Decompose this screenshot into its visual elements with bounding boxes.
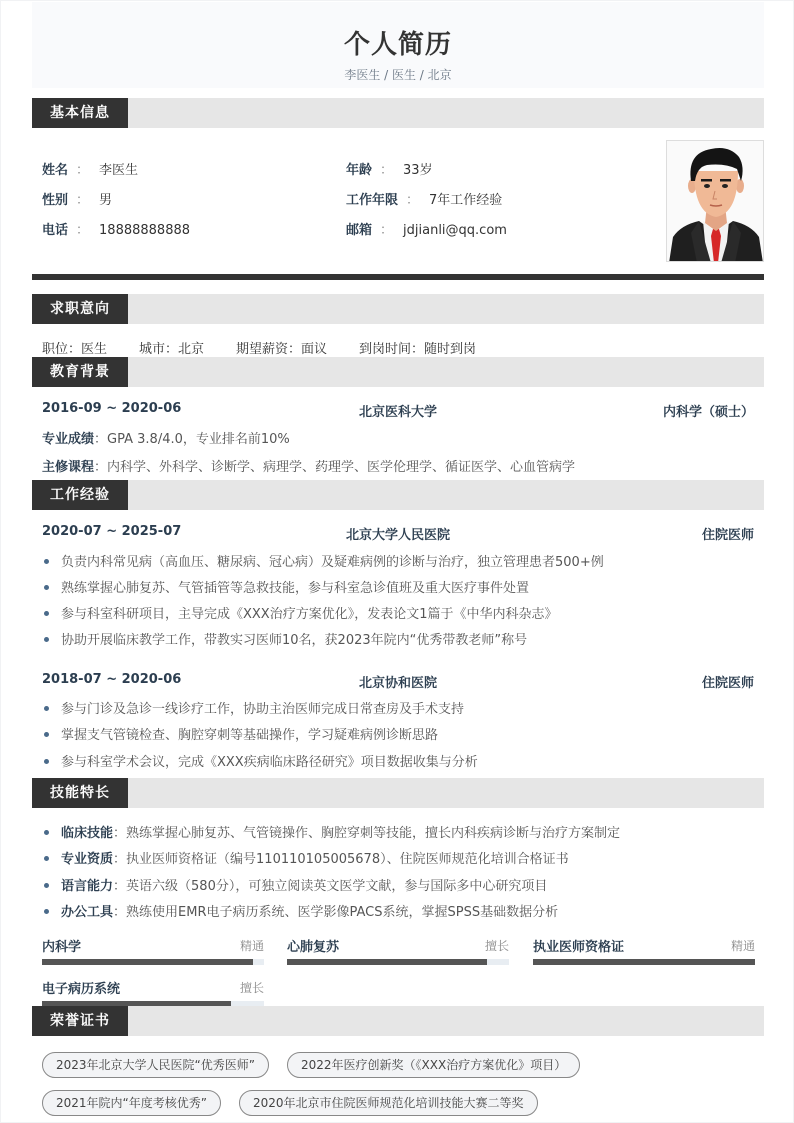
work-period: 2020-07 ~ 2025-07 (42, 524, 182, 539)
section-honors (32, 1006, 764, 1036)
education-entry-header (42, 401, 754, 419)
section-education (32, 357, 764, 387)
divider (32, 274, 764, 280)
section-title: 工作经验 (32, 480, 128, 510)
bullet-icon (44, 732, 49, 737)
intent-start: 到岗时间：随时到岗 (359, 342, 477, 357)
list-item: 参与科室科研项目，主导完成《XXX治疗方案优化》，发表论文1篇于《中华内科杂志》 (42, 603, 558, 622)
field-name: 姓名 ： 李医生 (42, 163, 139, 178)
education-major: 内科学（硕士） (662, 405, 754, 420)
list-item: 负责内科常见病（高血压、糖尿病、冠心病）及疑难病例的诊断与治疗，独立管理患者500+例 (42, 551, 604, 570)
skill-item: 临床技能：熟练掌握心肺复苏、气管镜操作、胸腔穿刺等技能，擅长内科疾病诊断与治疗方案制定 (42, 822, 620, 841)
section-basic-info (32, 98, 764, 128)
field-work-years: 工作年限 ： 7年工作经验 (346, 193, 503, 208)
skill-bar: 心肺复苏 擅长 (287, 936, 509, 972)
section-skills (32, 778, 764, 808)
section-work-experience (32, 480, 764, 510)
avatar-photo (666, 140, 764, 262)
bullet-icon (44, 830, 49, 835)
progress-fill (533, 959, 755, 965)
list-item: 掌握支气管镜检查、胸腔穿刺等基础操作，学习疑难病例诊断思路 (42, 724, 438, 743)
list-item: 熟练掌握心肺复苏、气管插管等急救技能，参与科室急诊值班及重大医疗事件处置 (42, 577, 529, 596)
bullet-icon (44, 909, 49, 914)
work-role: 住院医师 (701, 528, 754, 543)
intent-salary: 期望薪资：面议 (236, 342, 328, 357)
progress-fill (287, 959, 487, 965)
work-role: 住院医师 (701, 676, 754, 691)
bullet-icon (44, 856, 49, 861)
honor-tag: 2023年北京大学人民医院“优秀医师” (42, 1052, 269, 1078)
progress-track (42, 959, 264, 965)
section-title: 基本信息 (32, 98, 128, 128)
bullet-icon (44, 637, 49, 642)
skill-bar: 内科学 精通 (42, 936, 264, 972)
honor-tag: 2021年院内“年度考核优秀” (42, 1090, 221, 1116)
field-gender: 性别 ： 男 (42, 193, 113, 208)
field-phone: 电话 ： 18888888888 (42, 223, 191, 238)
bullet-icon (44, 706, 49, 711)
work-period: 2018-07 ~ 2020-06 (42, 672, 182, 687)
bullet-icon (44, 759, 49, 764)
bullet-icon (44, 611, 49, 616)
bullet-icon (44, 559, 49, 564)
intent-city: 城市：北京 (139, 342, 205, 357)
work-entry-header (42, 672, 754, 690)
honor-tag: 2022年医疗创新奖（《XXX治疗方案优化》项目） (287, 1052, 580, 1078)
list-item: 参与门诊及急诊一线诊疗工作，协助主治医师完成日常查房及手术支持 (42, 698, 464, 717)
education-period: 2016-09 ~ 2020-06 (42, 401, 182, 416)
list-item: 参与科室学术会议，完成《XXX疾病临床路径研究》项目数据收集与分析 (42, 751, 478, 770)
skill-item: 办公工具：熟练使用EMR电子病历系统、医学影像PACS系统，掌握SPSS基础数据分析 (42, 901, 558, 920)
field-email: 邮箱 ： jdjianli@qq.com (346, 223, 507, 238)
honor-tag: 2020年北京市住院医师规范化培训技能大赛二等奖 (239, 1090, 538, 1116)
section-job-intent (32, 294, 764, 324)
bullet-icon (44, 883, 49, 888)
field-age: 年龄 ： 33岁 (346, 163, 433, 178)
progress-track (533, 959, 755, 965)
skill-item: 语言能力：英语六级（580分），可独立阅读英文医学文献，参与国际多中心研究项目 (42, 875, 547, 894)
resume-page (1, 1, 793, 1122)
work-entry-header (42, 524, 754, 542)
section-title: 教育背景 (32, 357, 128, 387)
education-school: 北京医科大学 (358, 405, 437, 420)
section-title: 荣誉证书 (32, 1006, 128, 1036)
intent-position: 职位：医生 (42, 342, 108, 357)
resume-header (32, 2, 764, 88)
education-courses: 主修课程：内科学、外科学、诊断学、病理学、药理学、医学伦理学、循证医学、心血管病学 (42, 460, 576, 475)
skill-bar: 执业医师资格证 精通 (533, 936, 755, 972)
skill-bar: 电子病历系统 擅长 (42, 978, 264, 1014)
progress-fill (42, 959, 253, 965)
page-subtitle: 李医生 / 医生 / 北京 (344, 68, 452, 82)
list-item: 协助开展临床教学工作，带教实习医师10名，获2023年院内“优秀带教老师”称号 (42, 629, 527, 648)
education-grades: 专业成绩：GPA 3.8/4.0，专业排名前10% (42, 432, 290, 447)
section-title: 技能特长 (32, 778, 128, 808)
avatar-illustration-icon (667, 141, 764, 262)
work-org: 北京大学人民医院 (345, 528, 450, 543)
bullet-icon (44, 585, 49, 590)
progress-track (287, 959, 509, 965)
page-title: 个人简历 (343, 30, 452, 60)
skill-item: 专业资质：执业医师资格证（编号110110105005678）、住院医师规范化培训合格证书 (42, 848, 569, 867)
section-title: 求职意向 (32, 294, 128, 324)
job-intent-row (42, 338, 508, 357)
work-org: 北京协和医院 (358, 676, 437, 691)
